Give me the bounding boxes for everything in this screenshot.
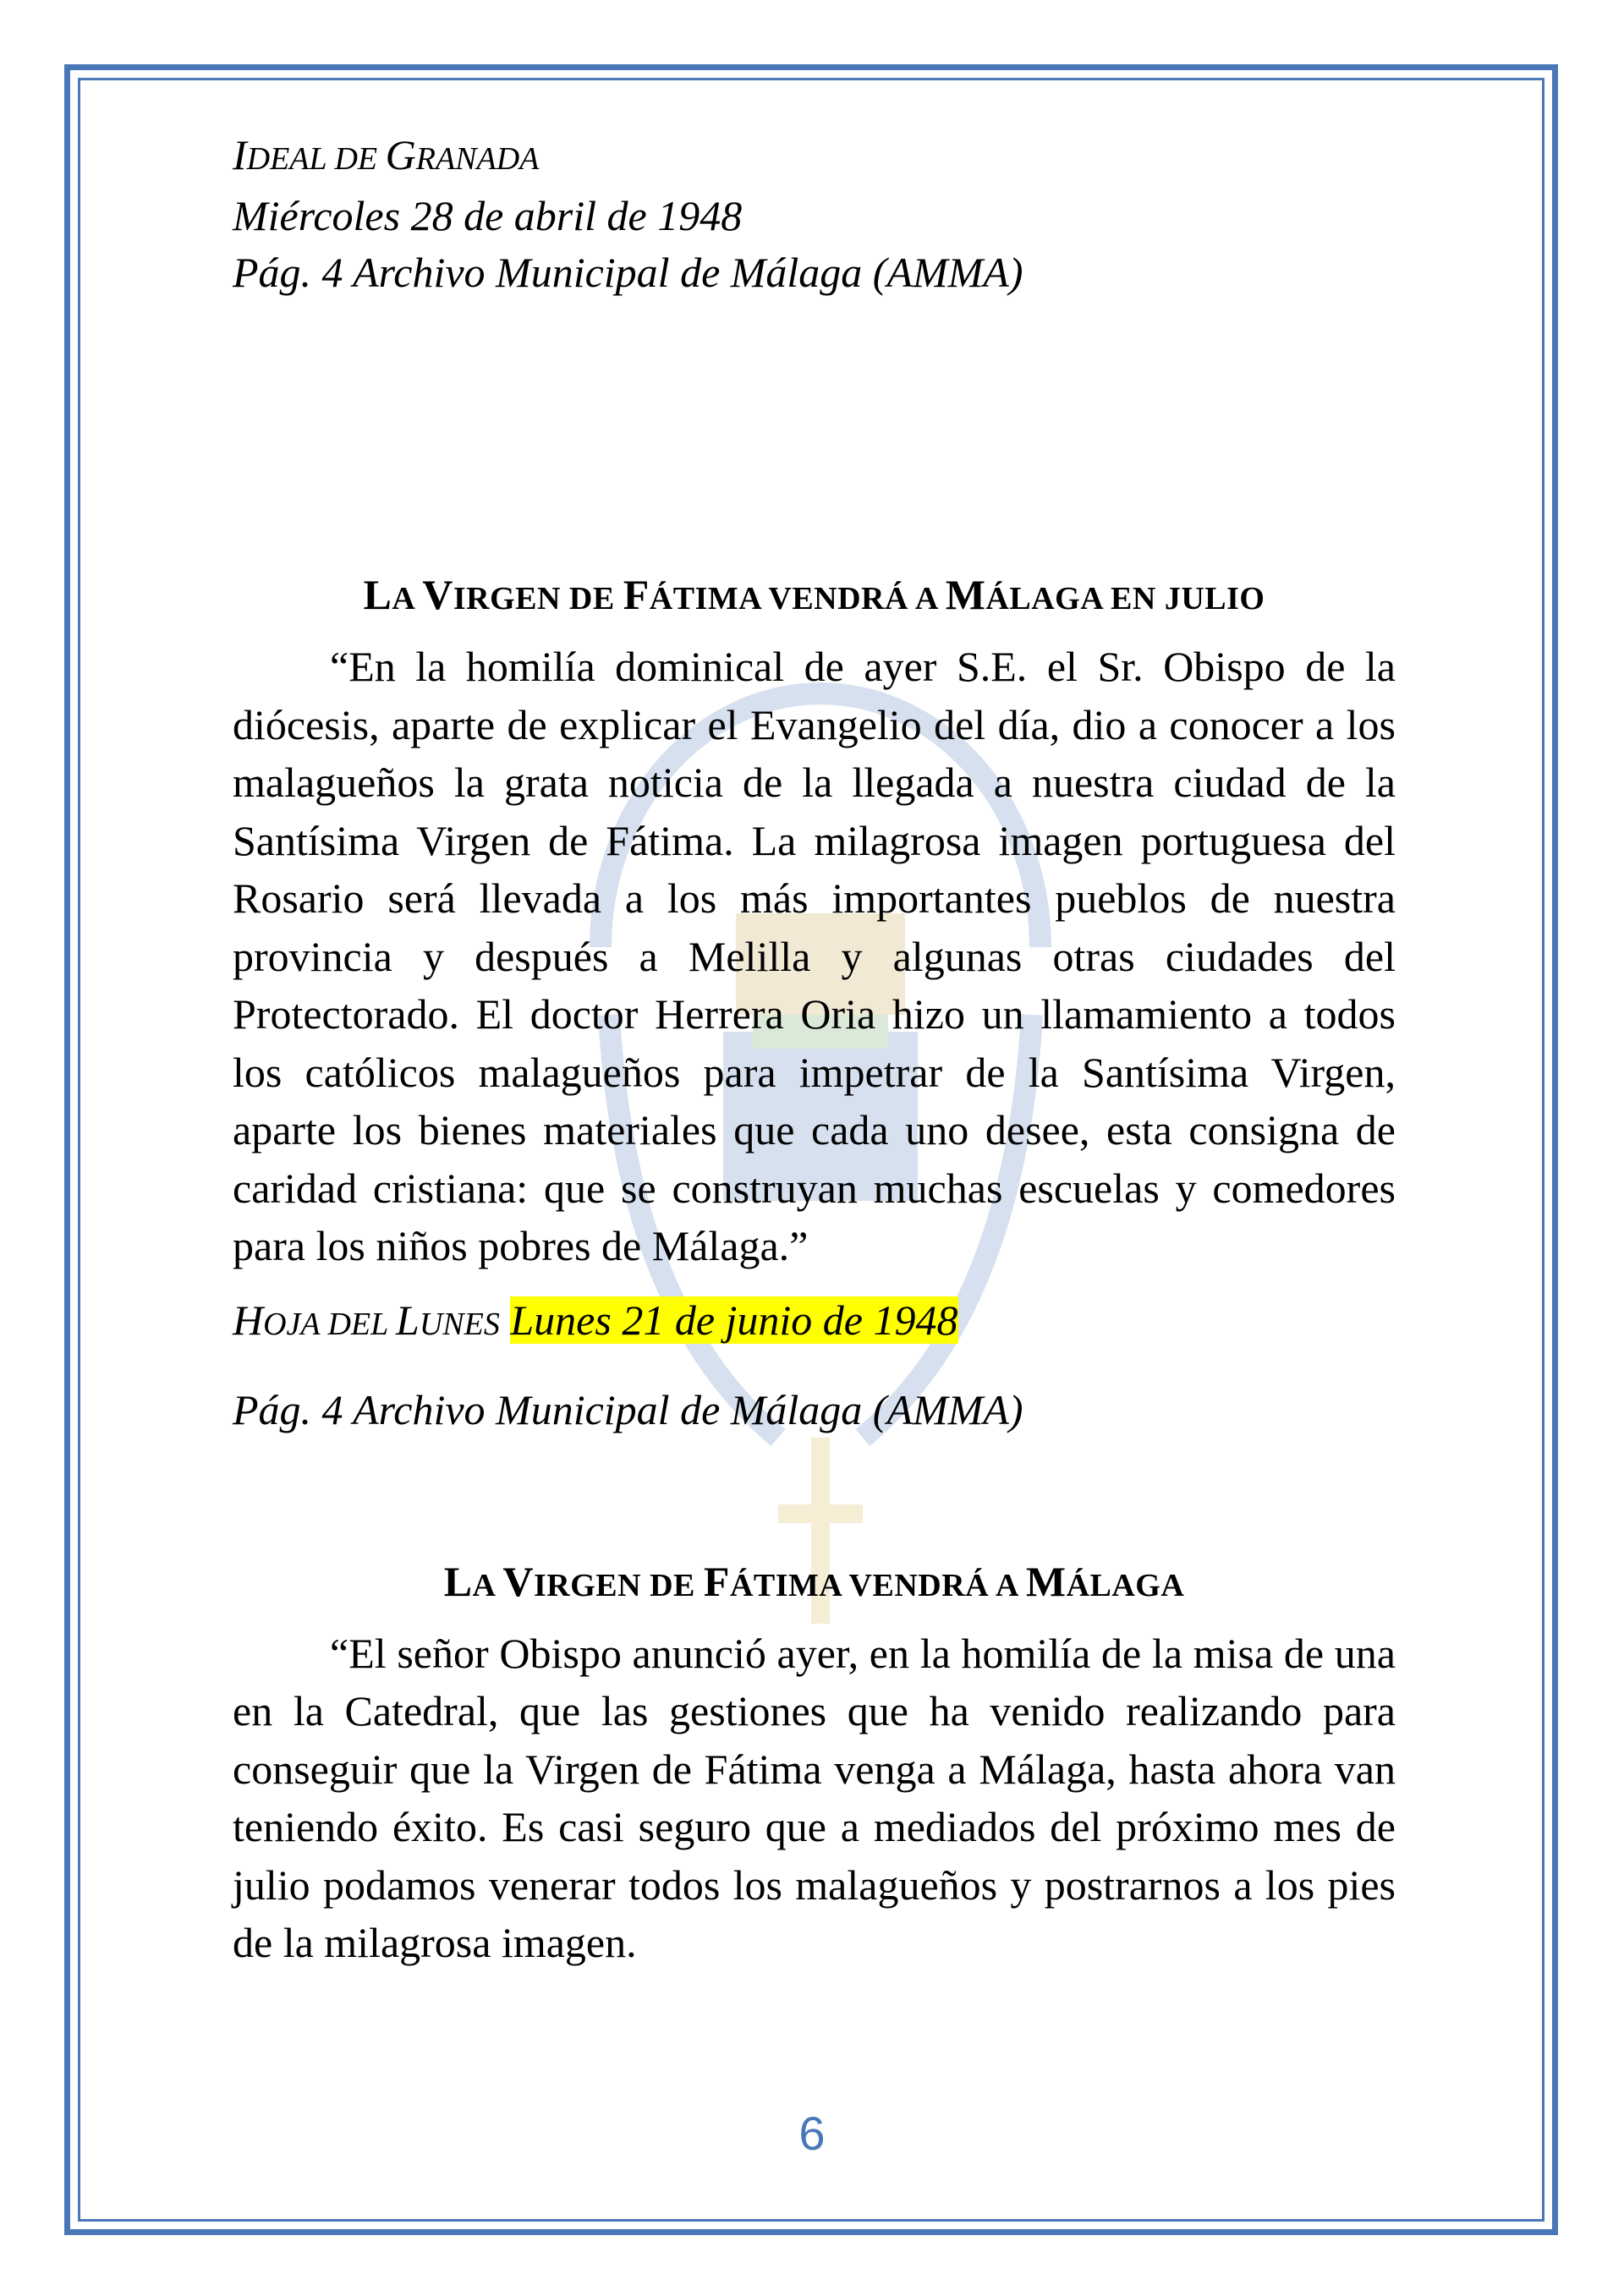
- title-part: V: [502, 1557, 535, 1605]
- source-page-ref-1: Pág. 4 Archivo Municipal de Málaga (AMMA): [233, 249, 1023, 296]
- title-part: A: [392, 581, 423, 616]
- title-part: L: [443, 1557, 473, 1605]
- title-part: ÁTIMA VENDRÁ A: [649, 581, 946, 616]
- newspaper-rest: RANADA: [415, 141, 540, 177]
- article-body-1: “En la homilía dominical de ayer S.E. el Sr. Obispo de la diócesis, aparte de explicar el Evangelio del día, dio a conocer a los malagueños la grata noticia de la llegada a nuestra ciudad de la Santísima Virgen de Fátima. La milagrosa imagen portuguesa del Rosario será llevada a los más importantes pueblos de nuestra provincia y después a Melilla y algunas otras ciudades del Protectorado. El doctor Herrera Oria hizo un llamamiento a todos los católicos malagueños para impetrar de la Santísima Virgen, aparte los bienes materiales que cada uno desee, esta consigna de caridad cristiana: que se construyan muchas escuelas y comedores para los niños pobres de Málaga.”: [233, 643, 1396, 1269]
- title-part: L: [363, 571, 392, 618]
- newspaper-initial: I: [233, 131, 247, 178]
- title-part: M: [1025, 1557, 1067, 1605]
- newspaper-initial: H: [233, 1296, 264, 1344]
- newspaper-initial: G: [385, 131, 416, 178]
- title-part: ÁTIMA VENDRÁ A: [729, 1567, 1026, 1603]
- document-content: [233, 127, 1396, 1972]
- newspaper-name-1: [233, 127, 1396, 188]
- highlighted-date: Lunes 21 de junio de 1948: [510, 1296, 958, 1344]
- title-part: F: [623, 571, 650, 618]
- article-title-1: [233, 570, 1396, 619]
- title-part: IRGEN DE: [534, 1567, 704, 1603]
- title-part: F: [703, 1557, 730, 1605]
- source-date-1: Miércoles 28 de abril de 1948: [233, 192, 743, 239]
- source-header-1: [233, 127, 1396, 301]
- newspaper-rest: UNES: [419, 1306, 500, 1342]
- page-number: 6: [798, 2107, 826, 2160]
- article-body-2: “El señor Obispo anunció ayer, en la homilía de la misa de una en la Catedral, que las gestiones que ha venido realizando para conseguir que la Virgen de Fátima venga a Málaga, hasta ahora van teniendo éxito. Es casi seguro que a mediados del próximo mes de julio podamos venerar todos los malagueños y postrarnos a los pies de la milagrosa imagen.: [233, 1629, 1396, 1966]
- article-title-2: [233, 1557, 1396, 1606]
- title-part: V: [422, 571, 453, 618]
- title-part: IRGEN DE: [453, 581, 623, 616]
- newspaper-rest: OJA DEL: [263, 1306, 397, 1342]
- newspaper-rest: DEAL DE: [246, 141, 386, 177]
- title-part: A: [472, 1567, 503, 1603]
- title-part: ÁLAGA EN JULIO: [985, 581, 1265, 616]
- title-part: ÁLAGA: [1066, 1567, 1185, 1603]
- source-header-2: [233, 1292, 1396, 1353]
- newspaper-initial: L: [396, 1296, 420, 1344]
- title-part: M: [945, 571, 986, 618]
- source-page-ref-2: Pág. 4 Archivo Municipal de Málaga (AMMA): [233, 1385, 1023, 1433]
